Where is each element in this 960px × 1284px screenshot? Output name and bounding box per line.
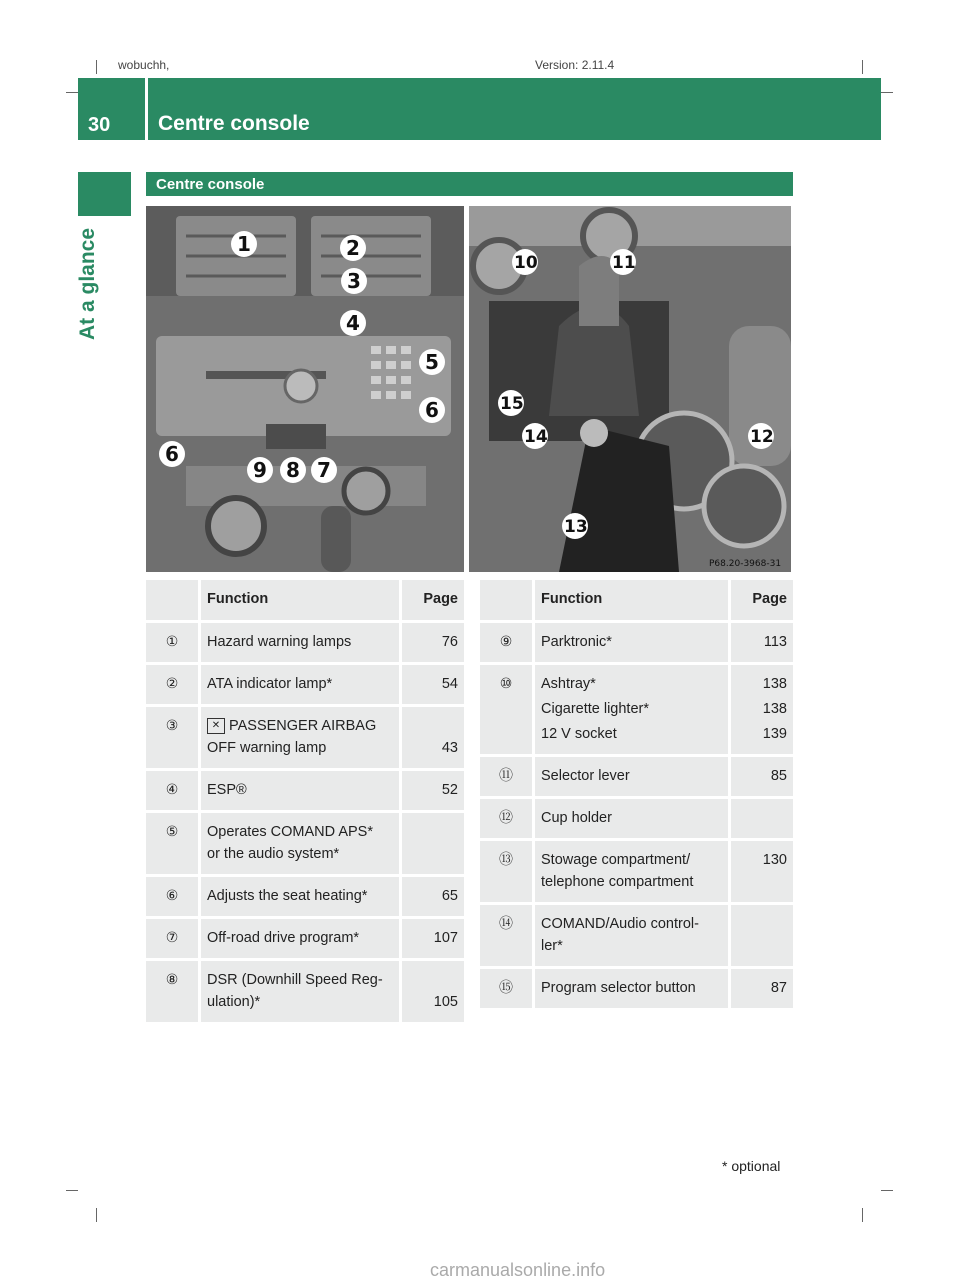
function-table-left — [146, 580, 464, 1025]
table-row — [146, 960, 464, 1024]
table-row — [480, 840, 793, 904]
crop-mark — [96, 1208, 97, 1222]
row-number: ⑪ — [480, 756, 534, 798]
row-page[interactable]: 52 — [401, 770, 465, 812]
row-page[interactable] — [401, 706, 465, 770]
row-page[interactable]: 113 — [730, 622, 794, 664]
row-function-line: PASSENGER AIRBAG — [229, 718, 377, 734]
svg-text:1: 1 — [237, 232, 251, 256]
row-function-line: DSR (Downhill Speed Reg- — [207, 972, 383, 988]
crop-mark — [881, 1190, 893, 1191]
table-header-row — [480, 580, 793, 622]
table-row — [146, 622, 464, 664]
page-number: 30 — [88, 114, 111, 136]
airbag-off-icon: ✕ — [207, 718, 225, 734]
row-function-line: Operates COMAND APS* — [207, 824, 373, 840]
row-page[interactable]: 107 — [401, 918, 465, 960]
col-number — [480, 580, 534, 622]
row-function-line: 12 V socket — [541, 726, 617, 742]
meta-left: wobuchh, — [118, 58, 170, 72]
row-function: Program selector button — [534, 968, 730, 1010]
footnote: * optional — [722, 1158, 781, 1174]
console-photo-right — [469, 206, 791, 572]
row-function: ATA indicator lamp* — [200, 664, 401, 706]
row-function: Adjusts the seat heating* — [200, 876, 401, 918]
col-function: Function — [200, 580, 401, 622]
row-number: ⑦ — [146, 918, 200, 960]
row-page[interactable]: 87 — [730, 968, 794, 1010]
row-page — [730, 904, 794, 968]
row-number: ⑧ — [146, 960, 200, 1024]
row-page-value[interactable]: 139 — [762, 726, 787, 742]
row-function: ESP® — [200, 770, 401, 812]
row-function — [200, 960, 401, 1024]
table-row — [480, 664, 793, 756]
row-function-line: Stowage compartment/ — [541, 852, 691, 868]
svg-text:10: 10 — [514, 253, 538, 273]
row-number: ② — [146, 664, 200, 706]
row-function: Selector lever — [534, 756, 730, 798]
table-row — [146, 812, 464, 876]
svg-text:13: 13 — [564, 517, 588, 537]
function-table-right — [480, 580, 793, 1011]
crop-mark — [96, 60, 97, 74]
table-row — [480, 968, 793, 1010]
row-function: Parktronic* — [534, 622, 730, 664]
col-page: Page — [401, 580, 465, 622]
row-page-value[interactable]: 105 — [433, 994, 458, 1010]
row-function-line: or the audio system* — [207, 846, 340, 862]
svg-text:14: 14 — [524, 427, 548, 447]
console-photo-left — [146, 206, 464, 572]
crop-mark — [881, 92, 893, 93]
table-row — [146, 770, 464, 812]
row-function — [534, 664, 730, 756]
table-row — [480, 798, 793, 840]
row-number: ⑫ — [480, 798, 534, 840]
row-function — [534, 904, 730, 968]
row-number: ⑬ — [480, 840, 534, 904]
row-page — [730, 840, 794, 904]
svg-text:5: 5 — [425, 350, 439, 374]
row-function-line: OFF warning lamp — [207, 740, 327, 756]
page-title: Centre console — [158, 112, 310, 135]
row-number: ⑮ — [480, 968, 534, 1010]
row-number: ⑥ — [146, 876, 200, 918]
row-number: ③ — [146, 706, 200, 770]
header-divider — [145, 78, 148, 140]
row-function-line: COMAND/Audio control- — [541, 916, 699, 932]
svg-text:3: 3 — [347, 269, 361, 293]
table-row — [480, 756, 793, 798]
row-function — [200, 706, 401, 770]
meta-right: Version: 2.11.4 — [535, 58, 615, 72]
row-number: ④ — [146, 770, 200, 812]
watermark: carmanualsonline.info — [430, 1260, 606, 1280]
table-row — [146, 918, 464, 960]
row-function — [534, 840, 730, 904]
svg-text:6: 6 — [425, 398, 439, 422]
svg-text:11: 11 — [612, 253, 636, 273]
table-row — [146, 876, 464, 918]
row-page[interactable] — [401, 960, 465, 1024]
crop-mark — [862, 1208, 863, 1222]
figure-code: P68.20-3968-31 — [709, 559, 782, 569]
row-page-value[interactable]: 43 — [441, 740, 458, 756]
row-page[interactable]: 76 — [401, 622, 465, 664]
table-row — [480, 904, 793, 968]
table-row — [480, 622, 793, 664]
row-number: ⑤ — [146, 812, 200, 876]
row-page-value[interactable]: 138 — [762, 676, 787, 692]
row-page-value[interactable]: 138 — [762, 701, 787, 717]
section-title: Centre console — [156, 176, 265, 193]
col-page: Page — [730, 580, 794, 622]
row-page — [730, 798, 794, 840]
svg-text:12: 12 — [750, 427, 774, 447]
row-function: Off-road drive program* — [200, 918, 401, 960]
crop-mark — [862, 60, 863, 74]
table-row — [146, 664, 464, 706]
crop-mark — [66, 1190, 78, 1191]
row-page[interactable]: 65 — [401, 876, 465, 918]
svg-text:15: 15 — [500, 394, 524, 414]
side-label: At a glance — [76, 227, 99, 340]
row-function: Hazard warning lamps — [200, 622, 401, 664]
col-function: Function — [534, 580, 730, 622]
row-page — [401, 812, 465, 876]
svg-text:9: 9 — [253, 458, 267, 482]
row-function — [200, 812, 401, 876]
svg-text:2: 2 — [346, 236, 360, 260]
row-number: ⑨ — [480, 622, 534, 664]
row-function: Cup holder — [534, 798, 730, 840]
table-header-row — [146, 580, 464, 622]
row-number: ⑭ — [480, 904, 534, 968]
svg-text:4: 4 — [346, 311, 360, 335]
table-row — [146, 706, 464, 770]
row-function-line: telephone compartment — [541, 874, 694, 890]
svg-text:6: 6 — [165, 442, 179, 466]
row-page[interactable]: 54 — [401, 664, 465, 706]
row-function-line: ler* — [541, 938, 563, 954]
crop-mark — [66, 92, 78, 93]
row-page[interactable]: 85 — [730, 756, 794, 798]
row-page — [730, 664, 794, 756]
svg-text:8: 8 — [286, 458, 300, 482]
row-number: ① — [146, 622, 200, 664]
row-function-line: ulation)* — [207, 994, 261, 1010]
row-number: ⑩ — [480, 664, 534, 756]
row-function-line: Cigarette lighter* — [541, 701, 649, 717]
svg-text:7: 7 — [317, 458, 331, 482]
row-page-value[interactable]: 130 — [762, 852, 787, 868]
col-number — [146, 580, 200, 622]
row-function-line: Ashtray* — [541, 676, 596, 692]
